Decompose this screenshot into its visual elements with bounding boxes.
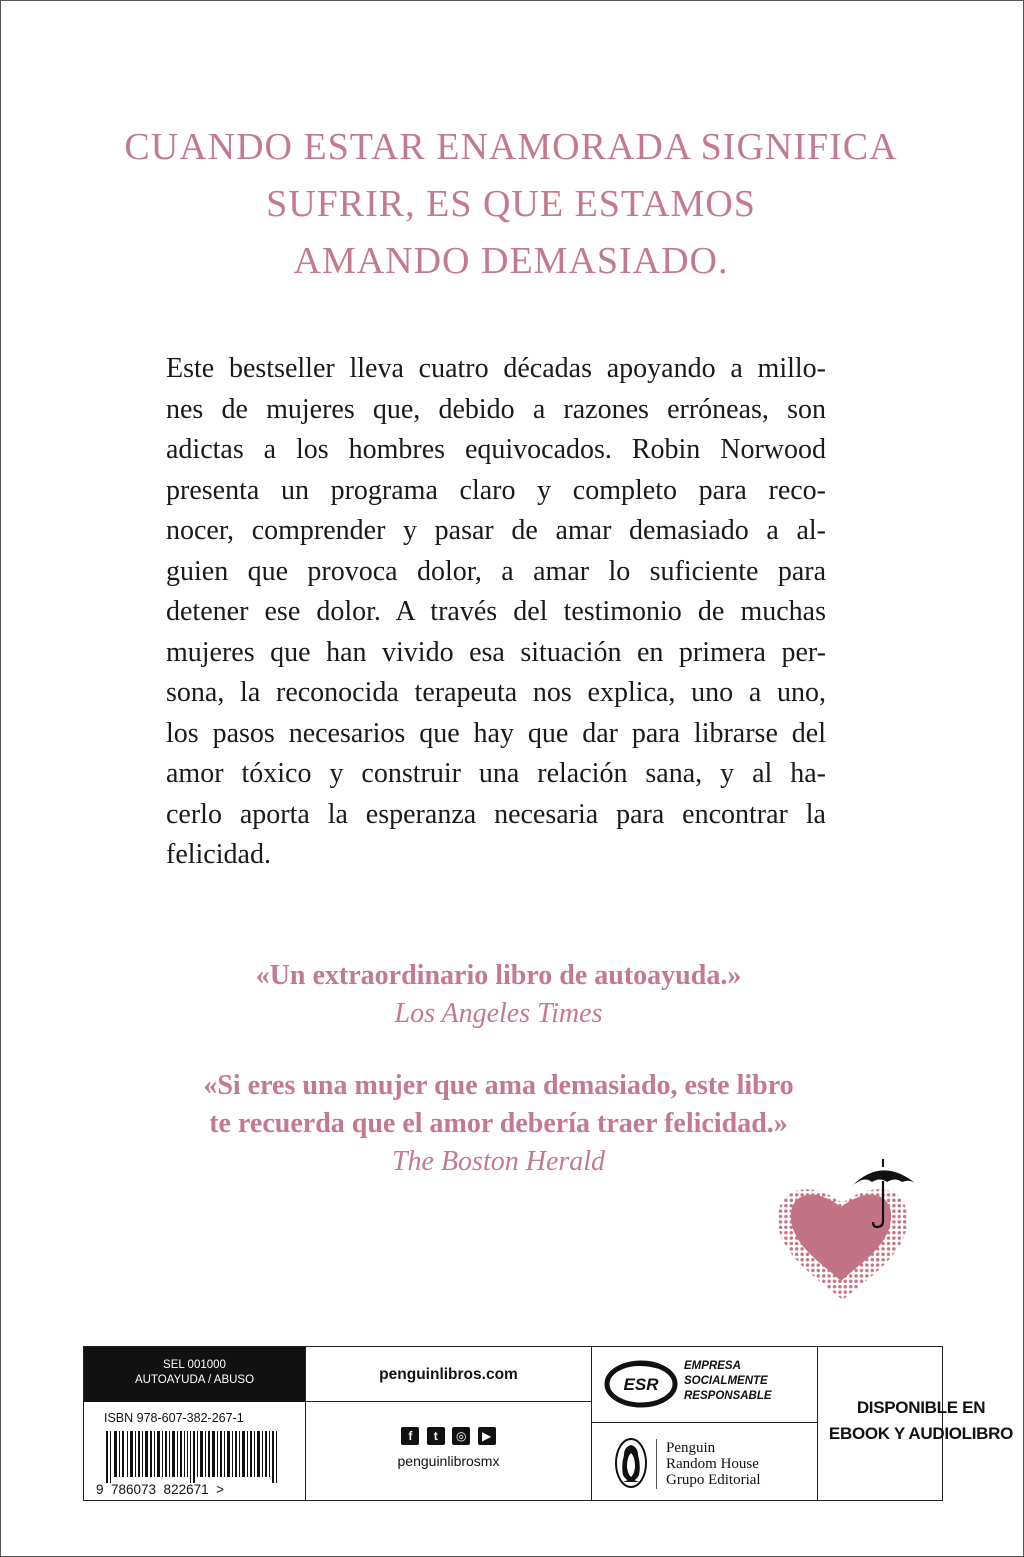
facebook-icon[interactable]: f [401,1427,419,1445]
publisher-name [666,1440,761,1488]
social-icons [306,1427,591,1445]
esr-label [684,1359,772,1404]
heart-umbrella-illustration [771,1151,941,1301]
youtube-icon[interactable]: ▶ [478,1427,496,1445]
category-box [84,1347,305,1402]
barcode [96,1431,296,1497]
headline-line-3: AMANDO DEMASIADO. [293,240,729,282]
synopsis-line: nocer, comprender y pasar de amar demasiado a al- [166,515,826,546]
publisher-line: Penguin [666,1440,716,1456]
synopsis-line: Este bestseller lleva cuatro décadas apoyando a millo- [166,353,826,384]
availability-line: DISPONIBLE EN [856,1398,986,1417]
availability-note [818,1395,1024,1447]
availability-line: EBOOK Y AUDIOLIBRO [828,1424,1014,1443]
isbn-label: ISBN 978-607-382-267-1 [104,1411,244,1425]
heart-icon [771,1151,941,1301]
penguin-logo-icon [614,1437,648,1489]
info-bar [83,1346,1014,1501]
twitter-icon[interactable]: t [427,1427,445,1445]
esr-line: RESPONSABLE [684,1390,772,1402]
synopsis-line: cerlo aporta la esperanza necesaria para encontrar la [166,798,826,830]
quote-source: The Boston Herald [391,1146,606,1177]
esr-line: SOCIALMENTE [684,1375,768,1387]
esr-logo-icon [604,1359,678,1409]
esr-section [592,1347,817,1423]
quote-text: «Si eres una mujer que ama demasiado, este libro [203,1070,794,1101]
synopsis-line: mujeres que han vivido esa situación en primera per- [166,636,826,668]
synopsis-line: sona, la reconocida terapeuta nos explica, uno a uno, [166,677,826,708]
synopsis-line: nes de mujeres que, debido a razones erróneas, son [166,393,826,425]
esr-badge-text: ESR [623,1375,659,1394]
synopsis-line: amor tóxico y construir una relación sana, y al ha- [166,758,826,789]
publisher-line: Grupo Editorial [666,1472,761,1488]
quote-text: «Un extraordinario libro de autoayuda.» [255,960,742,991]
synopsis-line: detener ese dolor. A través del testimonio de muchas [166,596,826,627]
divider [656,1439,657,1489]
availability-cell [818,1347,1024,1500]
headline-line-1: CUANDO ESTAR ENAMORADA SIGNIFICA [124,126,898,168]
synopsis-line: guien que provoca dolor, a amar lo suficiente para [166,555,826,587]
headline [101,119,921,290]
synopsis-line: presenta un programa claro y completo para reco- [166,474,826,506]
publisher-cell [592,1347,818,1500]
synopsis-line: adictas a los hombres equivocados. Robin Norwood [166,434,826,465]
instagram-icon[interactable]: ◎ [452,1427,470,1445]
quote-text: te recuerda que el amor debería traer felicidad.» [209,1108,788,1139]
publisher-line: Random House [666,1456,759,1472]
social-handle[interactable]: penguinlibrosmx [397,1453,500,1469]
esr-line: EMPRESA [684,1360,741,1372]
category-code: SEL 001000 [163,1359,226,1371]
isbn-cell [84,1347,306,1500]
website-cell [306,1347,592,1500]
barcode-digits: 9 786073 822671 > [96,1482,224,1497]
headline-line-2: SUFRIR, ES QUE ESTAMOS [266,183,756,225]
quote-source: Los Angeles Times [394,998,603,1029]
synopsis [166,349,826,876]
website-link[interactable]: penguinlibros.com [306,1347,591,1402]
category-name: AUTOAYUDA / ABUSO [134,1374,255,1386]
synopsis-line: felicidad. [166,839,271,870]
review-quote-1 [101,957,896,1033]
synopsis-line: los pasos necesarios que hay que dar para librarse del [166,717,826,749]
